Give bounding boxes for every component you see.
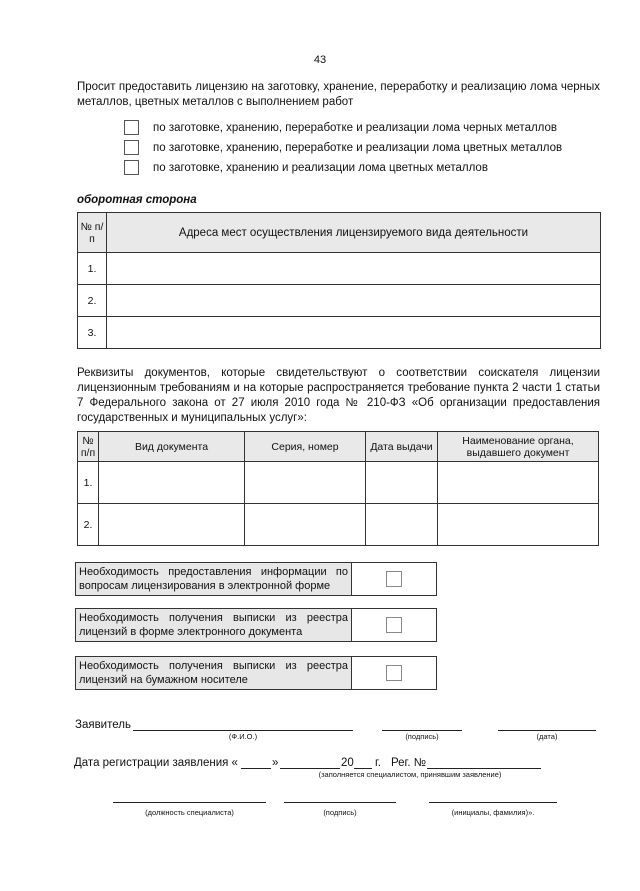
registration-number-label: Рег. № <box>391 757 427 769</box>
doc-type-cell[interactable] <box>99 504 245 546</box>
registration-year-suffix: г. <box>375 757 381 769</box>
page-number: 43 <box>313 54 327 66</box>
work-option-label: по заготовке, хранению, переработке и реализации лома черных металлов <box>153 121 558 134</box>
col-address-header: Адреса мест осуществления лицензируемого вида деятельности <box>107 213 601 253</box>
date-caption: (дата) <box>536 732 558 741</box>
intro-paragraph: Просит предоставить лицензию на заготовку, хранение, переработку и реализацию лома черных металлов, цветных металлов с выполнением работ <box>77 81 600 108</box>
option-label: Необходимость получения выписки из реестра лицензий в форме электронного документа <box>76 609 352 641</box>
doc-series-cell[interactable] <box>245 462 366 504</box>
option-label: Необходимость предоставления информации по вопросам лицензирования в электронной форме <box>76 563 352 595</box>
fio-line[interactable] <box>133 730 353 731</box>
option-label: Необходимость получения выписки из реестра лицензий на бумажном носителе <box>76 657 352 689</box>
option-checkbox[interactable] <box>386 571 402 587</box>
reg-month-line[interactable] <box>280 768 340 769</box>
doc-col-series-header: Серия, номер <box>245 432 366 462</box>
doc-type-cell[interactable] <box>99 462 245 504</box>
col-num-header: № п/п <box>78 213 107 253</box>
position-caption: (должность специалиста) <box>145 808 234 817</box>
doc-issuer-cell[interactable] <box>438 462 599 504</box>
date-line[interactable] <box>498 730 596 731</box>
address-cell[interactable] <box>107 285 601 317</box>
requisites-paragraph: Реквизиты документов, которые свидетельствуют о соответствии соискателя лицензии лицензионным требованиям и на которые распространяется требование пункта 2 части 1 статьи 7 Федерального закона от 27 июля 2010 года № 210-ФЗ «Об организации предоставления государственных и муниципальных услуг»: <box>77 367 600 424</box>
reg-day-line[interactable] <box>241 768 271 769</box>
documents-table <box>77 431 599 546</box>
row-number: 2. <box>78 504 99 546</box>
doc-col-issuer-header: Наименование органа, выдавшего документ <box>438 432 599 462</box>
work-option-label: по заготовке, хранению, переработке и реализации лома цветных металлов <box>153 141 563 154</box>
doc-col-type-header: Вид документа <box>99 432 245 462</box>
option-checkbox[interactable] <box>386 665 402 681</box>
specialist-sign-caption: (подпись) <box>323 808 357 817</box>
work-option-2[interactable] <box>124 139 562 156</box>
doc-date-cell[interactable] <box>366 462 438 504</box>
option-checkbox[interactable] <box>386 617 402 633</box>
reverse-side-title: оборотная сторона <box>77 194 197 206</box>
row-number: 3. <box>78 317 107 349</box>
address-cell[interactable] <box>107 317 601 349</box>
specialist-sign-line[interactable] <box>284 802 396 803</box>
fio-caption: (Ф.И.О.) <box>228 732 258 741</box>
applicant-label: Заявитель <box>75 719 131 731</box>
work-option-label: по заготовке, хранению и реализации лома цветных металлов <box>153 161 488 174</box>
checkbox[interactable] <box>124 120 139 135</box>
sign-line[interactable] <box>382 730 462 731</box>
row-number: 1. <box>78 253 107 285</box>
sign-caption: (подпись) <box>405 732 439 741</box>
checkbox[interactable] <box>124 160 139 175</box>
registration-label: Дата регистрации заявления « <box>74 757 238 769</box>
doc-issuer-cell[interactable] <box>438 504 599 546</box>
position-line[interactable] <box>113 802 266 803</box>
option-electronic-extract <box>75 608 437 642</box>
address-cell[interactable] <box>107 253 601 285</box>
initials-line[interactable] <box>429 802 557 803</box>
work-option-1[interactable] <box>124 119 557 136</box>
work-option-3[interactable] <box>124 159 488 176</box>
registration-year-prefix: 20 <box>341 757 354 769</box>
registration-quote-close: » <box>272 757 279 769</box>
reg-year-line[interactable] <box>354 768 372 769</box>
initials-caption: (инициалы, фамилия)». <box>451 808 535 817</box>
doc-col-date-header: Дата выдачи <box>366 432 438 462</box>
doc-col-num-header: № п/п <box>78 432 99 462</box>
option-electronic-info <box>75 562 437 596</box>
doc-series-cell[interactable] <box>245 504 366 546</box>
row-number: 1. <box>78 462 99 504</box>
doc-date-cell[interactable] <box>366 504 438 546</box>
row-number: 2. <box>78 285 107 317</box>
option-paper-extract <box>75 656 437 690</box>
checkbox[interactable] <box>124 140 139 155</box>
addresses-table <box>77 212 601 349</box>
reg-number-line[interactable] <box>427 768 541 769</box>
registration-note: (заполняется специалистом, принявшим заявление) <box>318 770 502 779</box>
